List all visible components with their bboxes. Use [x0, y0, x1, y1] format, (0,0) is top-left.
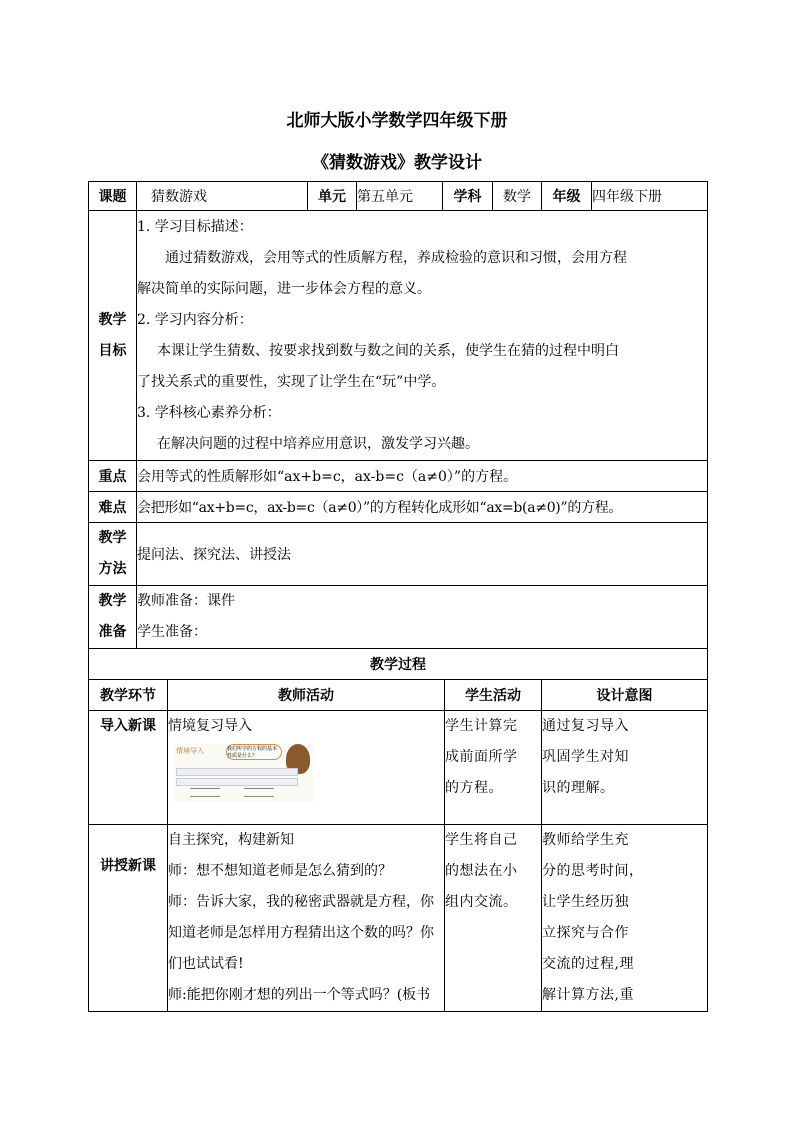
lesson-plan-table [88, 181, 708, 1012]
teacher-activity-intro [168, 711, 445, 825]
objectives-content [137, 211, 708, 461]
process-header-teacher: 教师活动 [168, 680, 445, 711]
difficulty-label: 难点 [89, 492, 137, 523]
table-row [89, 711, 708, 825]
student-line: 成前面所学 [445, 749, 518, 765]
teacher-line: 知道老师是怎样用方程猜出这个数的吗？你 [168, 925, 434, 941]
stage-new-lesson: 讲授新课 [89, 825, 168, 1012]
objective-line: 了找关系式的重要性，实现了让学生在“玩”中学。 [137, 373, 446, 390]
grade-value: 四年级下册 [592, 182, 708, 211]
objective-line: 1. 学习目标描述： [137, 218, 253, 235]
key-point-label: 重点 [89, 461, 137, 492]
topic-value: 猜数游戏 [137, 182, 308, 211]
intent-line: 通过复习导入 [542, 718, 629, 734]
preparation-content [137, 586, 708, 649]
process-title: 教学过程 [89, 649, 708, 680]
methods-text: 提问法、探究法、讲授法 [137, 523, 708, 586]
document-subtitle: 《猜数游戏》教学设计 [312, 153, 482, 173]
teacher-line: 师：告诉大家，我的秘密武器就是方程，你 [168, 894, 434, 910]
table-row [89, 825, 708, 1012]
thumbnail-equation-line [190, 796, 220, 798]
student-line: 的想法在小 [445, 863, 518, 879]
objectives-label-line2: 目标 [98, 342, 127, 359]
stage-intro: 导入新课 [89, 711, 168, 825]
teacher-line: 们也试试看! [168, 956, 244, 972]
objective-line: 在解决问题的过程中培养应用意识，激发学习兴趣。 [157, 435, 479, 452]
design-intent-new-lesson [542, 825, 708, 1012]
preparation-label-line2: 准备 [98, 624, 127, 640]
intent-line: 巩固学生对知 [542, 749, 629, 765]
methods-label-line2: 方法 [98, 561, 127, 577]
process-header-student: 学生活动 [445, 680, 542, 711]
student-line: 学生计算完 [445, 718, 518, 734]
unit-value: 第五单元 [357, 182, 443, 211]
difficulty-text: 会把形如“ax+b=c，ax-b=c（a≠0）”的方程转化成形如“ax=b(a≠0)”的方程。 [137, 492, 708, 523]
thumbnail-title: 情境导入 [176, 747, 204, 755]
process-header-stage: 教学环节 [89, 680, 168, 711]
objective-line: 本课让学生猜数、按要求找到数与数之间的关系，使学生在猜的过程中明白 [157, 342, 619, 359]
teacher-activity-new-lesson [168, 825, 445, 1012]
thumbnail-text-bar [176, 778, 298, 786]
objectives-label-line1: 教学 [98, 311, 127, 328]
objective-line: 3. 学科核心素养分析： [137, 404, 281, 421]
student-line: 的方程。 [445, 780, 503, 796]
document-title: 北师大版小学数学四年级下册 [286, 111, 508, 131]
intent-line: 交流的过程,理 [542, 956, 634, 972]
intent-line: 让学生经历独 [542, 894, 629, 910]
grade-label: 年级 [542, 182, 592, 211]
courseware-thumbnail [174, 744, 314, 802]
objective-line: 2. 学习内容分析： [137, 311, 253, 328]
thumbnail-text-bar [176, 768, 298, 776]
subject-value: 数学 [493, 182, 542, 211]
intent-line: 立探究与合作 [542, 925, 629, 941]
topic-label: 课题 [89, 182, 137, 211]
teacher-preparation: 教师准备：课件 [137, 593, 235, 609]
intent-line: 识的理解。 [542, 780, 615, 796]
intent-line: 解计算方法,重 [542, 987, 634, 1003]
process-header-intent: 设计意图 [542, 680, 708, 711]
objectives-label [89, 211, 137, 461]
teacher-line: 师：想不想知道老师是怎么猜到的？ [168, 863, 392, 879]
preparation-label-line1: 教学 [98, 593, 127, 609]
thumbnail-bubble: 我们所学的方程的基本性质是什么？ [226, 744, 282, 760]
teacher-line: 情境复习导入 [168, 718, 252, 734]
preparation-label [89, 586, 137, 649]
subject-label: 学科 [443, 182, 493, 211]
intent-line: 教师给学生充 [542, 832, 629, 848]
student-activity-new-lesson [445, 825, 542, 1012]
student-line: 组内交流。 [445, 894, 518, 910]
methods-label-line1: 教学 [98, 530, 127, 546]
teacher-line: 自主探究，构建新知 [168, 832, 294, 848]
student-preparation: 学生准备： [137, 624, 207, 640]
objective-line: 解决简单的实际问题，进一步体会方程的意义。 [137, 280, 431, 297]
key-point-text: 会用等式的性质解形如“ax+b=c，ax-b=c（a≠0）”的方程。 [137, 461, 708, 492]
intent-line: 分的思考时间， [542, 863, 644, 879]
design-intent-intro [542, 711, 708, 825]
methods-label [89, 523, 137, 586]
unit-label: 单元 [308, 182, 357, 211]
thumbnail-equation-line [244, 796, 274, 798]
student-line: 学生将自己 [445, 832, 518, 848]
thumbnail-equation-line [190, 788, 220, 790]
thumbnail-equation-line [244, 788, 274, 790]
teacher-line: 师:能把你刚才想的列出一个等式吗？(板书 [168, 987, 431, 1003]
objective-line: 通过猜数游戏，会用等式的性质解方程，养成检验的意识和习惯，会用方程 [165, 249, 627, 266]
student-activity-intro [445, 711, 542, 825]
